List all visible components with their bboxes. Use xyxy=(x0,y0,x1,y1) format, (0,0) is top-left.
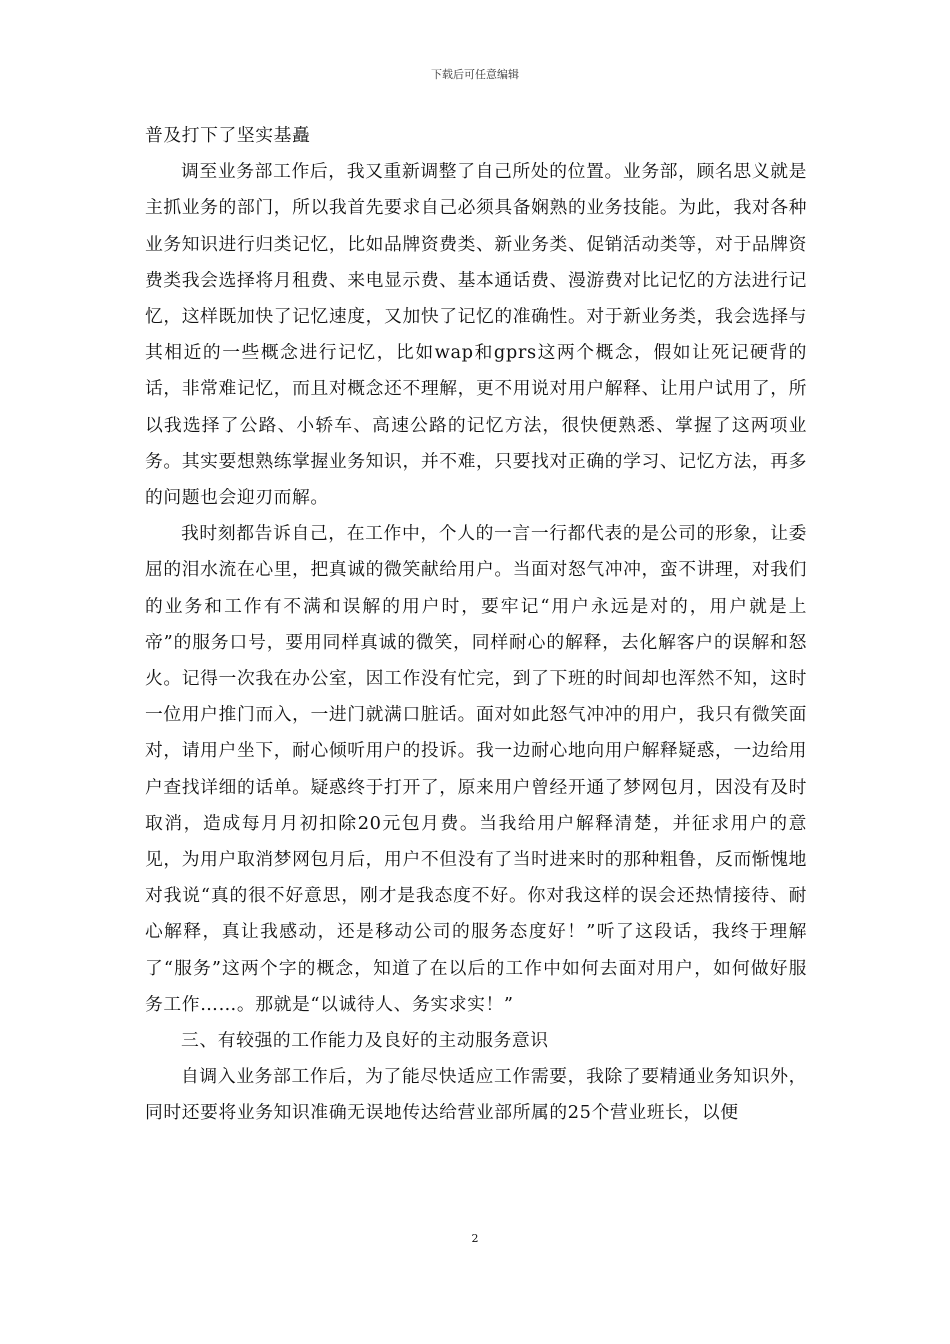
paragraph-2: 调至业务部工作后，我又重新调整了自己所处的位置。业务部，顾名思义就是主抓业务的部门，所以我首先要求自己必须具备娴熟的业务技能。为此，我对各种业务知识进行归类记忆，比如品牌资费类、新业务类、促销活动类等，对于品牌资费类我会选择将月租费、来电显示费、基本通话费、漫游费对比记忆的方法进行记忆，这样既加快了记忆速度，又加快了记忆的准确性。对于新业务类，我会选择与其相近的一些概念进行记忆，比如wap和gprs这两个概念，假如让死记硬背的话，非常难记忆，而且对概念还不理解，更不用说对用户解释、让用户试用了，所以我选择了公路、小轿车、高速公路的记忆方法，很快便熟悉、掌握了这两项业务。其实要想熟练掌握业务知识，并不难，只要找对正确的学习、记忆方法，再多的问题也会迎刃而解。 xyxy=(145,161,807,509)
paragraph-4: 自调入业务部工作后，为了能尽快适应工作需要，我除了要精通业务知识外，同时还要将业务知识准确无误地传达给营业部所属的25个营业班长，以便 xyxy=(145,1066,807,1124)
page-number: 2 xyxy=(471,1232,479,1245)
section-heading: 三、有较强的工作能力及良好的主动服务意识 xyxy=(181,1030,549,1052)
page-header: 下载后可任意编辑 xyxy=(431,68,519,81)
paragraph-3: 我时刻都告诉自己，在工作中，个人的一言一行都代表的是公司的形象，让委屈的泪水流在心里，把真诚的微笑献给用户。当面对怒气冲冲，蛮不讲理，对我们的业务和工作有不满和误解的用户时，要牢记“用户永远是对的，用户就是上帝”的服务口号，要用同样真诚的微笑，同样耐心的解释，去化解客户的误解和怒火。记得一次我在办公室，因工作没有忙完，到了下班的时间却也浑然不知，这时一位用户推门而入，一进门就满口脏话。面对如此怒气冲冲的用户，我只有微笑面对，请用户坐下，耐心倾听用户的投诉。我一边耐心地向用户解释疑惑，一边给用户查找详细的话单。疑惑终于打开了，原来用户曾经开通了梦网包月，因没有及时取消，造成每月月初扣除20元包月费。当我给用户解释清楚，并征求用户的意见，为用户取消梦网包月后，用户不但没有了当时进来时的那种粗鲁，反而惭愧地对我说“真的很不好意思，刚才是我态度不好。你对我这样的误会还热情接待、耐心解释，真让我感动，还是移动公司的服务态度好！”听了这段话，我终于理解了“服务”这两个字的概念，知道了在以后的工作中如何去面对用户，如何做好服务工作……。那就是“以诚待人、务实求实！” xyxy=(145,523,807,1015)
paragraph-1: 普及打下了坚实基矗 xyxy=(145,125,311,146)
document-body xyxy=(145,118,807,1132)
